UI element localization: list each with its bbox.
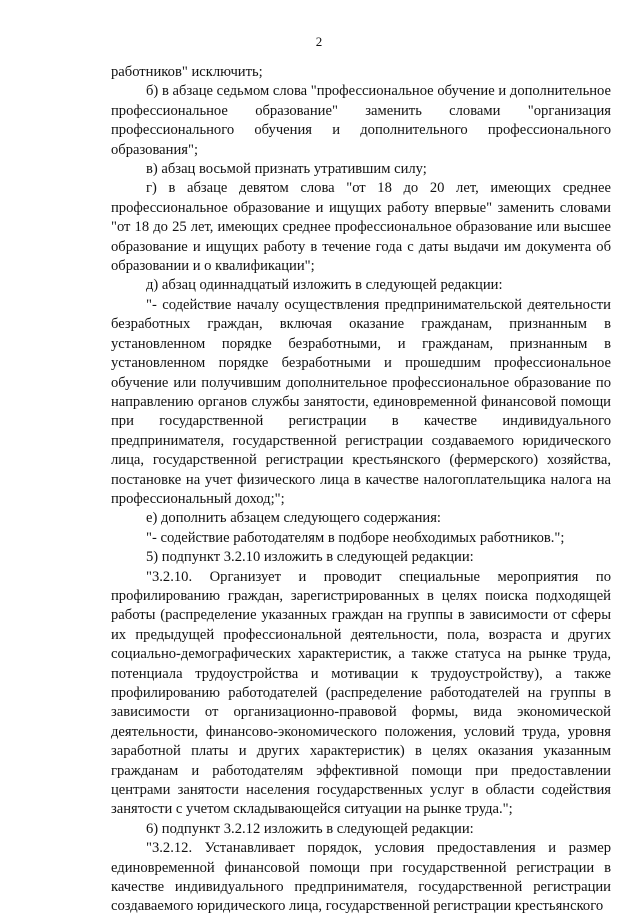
paragraph-10: "3.2.10. Организует и проводит специальные мероприятия по профилированию граждан, зарегистрированных в целях поиска подходящей работы (распределение указанных граждан на группы в зависимости от сферы их предыдущей профессиональной деятельности, пола, возраста и других социально-демографических характеристик, а также статуса на рынке труда, потенциала трудоустройства и мотивации к трудоустройству), а также профилированию работодателей (распределение работодателей на группы в зависимости от организационно-правовой формы, вида экономической деятельности, финансово-экономического положения, условий труда, уровня заработной платы и других характеристик) в целях оказания указанным гражданам и работодателям эффективной помощи при предоставлении центрами занятости населения государственных услуг в области содействия занятости с учетом складывающейся ситуации на рынке труда."; bbox=[111, 568, 611, 818]
paragraph-8: "- содействие работодателям в подборе необходимых работников."; bbox=[146, 529, 565, 546]
paragraph-3: в) абзац восьмой признать утратившим силу; bbox=[146, 161, 427, 178]
paragraph-5: д) абзац одиннадцатый изложить в следующей редакции: bbox=[146, 277, 503, 294]
paragraph-9: 5) подпункт 3.2.10 изложить в следующей редакции: bbox=[146, 549, 474, 566]
page-number: 2 bbox=[315, 34, 323, 49]
paragraph-4: г) в абзаце девятом слова "от 18 до 20 лет, имеющих среднее профессиональное образование и ищущих работу впервые" заменить словами "от 18 до 25 лет, имеющих среднее профессиональное образование или высшее образование и ищущих работу в течение года с даты выдачи им документа об образовании и о квалификации"; bbox=[111, 180, 611, 275]
paragraph-2: б) в абзаце седьмом слова "профессиональное обучение и дополнительное профессиональное образование" заменить словами "организация профессионального обучения и дополнительного профессионального образования"; bbox=[111, 83, 611, 158]
document-body bbox=[111, 63, 611, 917]
paragraph-7: е) дополнить абзацем следующего содержания: bbox=[146, 510, 441, 527]
paragraph-6: "- содействие началу осуществления предпринимательской деятельности безработных граждан, включая оказание гражданам, признанным в установленном порядке безработными, и гражданам, признанным в установленном порядке безработными и прошедшим профессиональное обучение или получившим дополнительное профессиональное образование по направлению органов службы занятости, единовременной финансовой помощи при государственной регистрации в качестве индивидуального предпринимателя, государственной регистрации создаваемого юридического лица, государственной регистрации крестьянского (фермерского) хозяйства, постановке на учет физического лица в качестве налогоплательщика налога на профессиональный доход;"; bbox=[111, 296, 611, 507]
paragraph-1: работников" исключить; bbox=[111, 64, 263, 80]
paragraph-11: 6) подпункт 3.2.12 изложить в следующей редакции: bbox=[146, 820, 474, 837]
paragraph-12: "3.2.12. Устанавливает порядок, условия предоставления и размер единовременной финансовой помощи при государственной регистрации в качестве индивидуального предпринимателя, государственной регистрации создаваемого юридического лица, государственной регистрации крестьянского bbox=[111, 840, 611, 915]
